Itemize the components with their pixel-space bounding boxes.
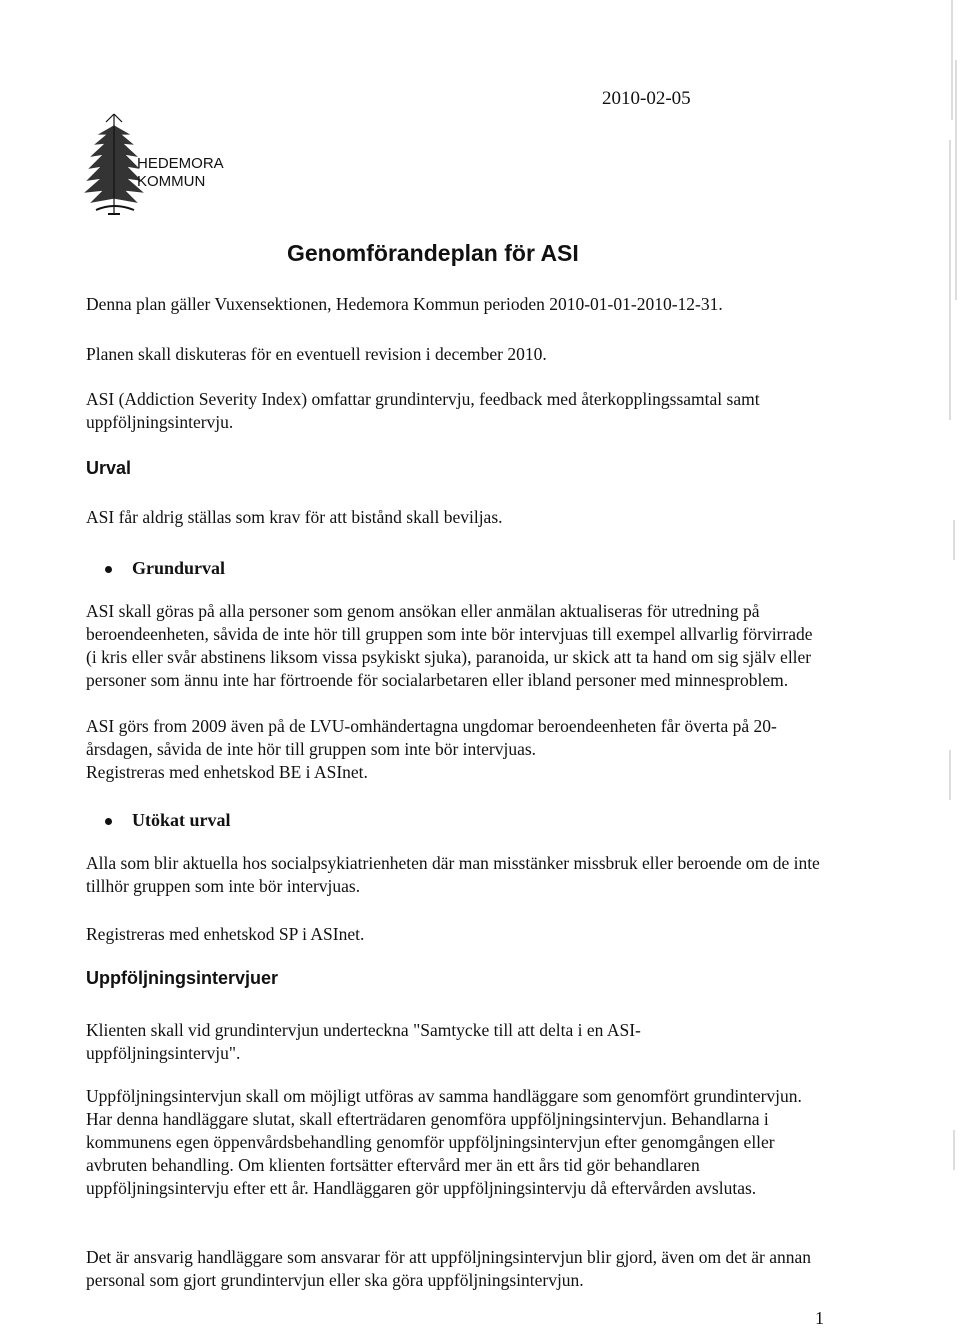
logo-line-1: HEDEMORA [137, 155, 224, 172]
page-title: Genomförandeplan för ASI [287, 240, 579, 266]
grundurval-paragraph-2: ASI görs from 2009 även på de LVU-omhändertagna ungdomar beroendeenheten får överta på 20-årsdagen, såvida de inte hör till gruppen som inte bör intervjuas. [86, 716, 777, 759]
grundurval-paragraph-1: ASI skall göras på alla personer som genom ansökan eller anmälan aktualiseras för utredning på beroendeenheten, såvida de inte hör till gruppen som inte bör intervjuas till exempel allvarlig förvirrade (i kris eller svår abstinens liksom vissa psykiskt sjuka), paranoida, ur skick att ta hand om sig själv eller personer som ännu inte har förtroende för socialarbetaren eller ibland personer med minnesproblem. [86, 601, 813, 690]
intro-paragraph-2: Planen skall diskuteras för en eventuell revision i december 2010. [86, 344, 547, 364]
bullet-dot-icon [105, 818, 112, 825]
uppfoljning-paragraph-1: Klienten skall vid grundintervjun underteckna "Samtycke till att delta i en ASI-uppföljningsintervju". [86, 1020, 641, 1063]
logo-text [137, 155, 224, 191]
subheading-utokat-urval: Utökat urval [132, 810, 231, 830]
document-date: 2010-02-05 [602, 88, 691, 109]
section-heading-urval: Urval [86, 458, 132, 478]
scan-edge-marks [920, 0, 960, 1340]
intro-paragraph-1: Denna plan gäller Vuxensektionen, Hedemora Kommun perioden 2010-01-01-2010-12-31. [86, 294, 723, 314]
uppfoljning-paragraph-3: Det är ansvarig handläggare som ansvarar för att uppföljningsintervjun blir gjord, även om det är annan personal som gjort grundintervjun eller ska göra uppföljningsintervjun. [86, 1247, 812, 1290]
grundurval-paragraph-3: Registreras med enhetskod BE i ASInet. [86, 762, 368, 782]
intro-paragraph-3: ASI (Addiction Severity Index) omfattar grundintervju, feedback med återkopplingssamtal samt uppföljningsintervju. [86, 389, 760, 432]
utokat-paragraph-2: Registreras med enhetskod SP i ASInet. [86, 924, 365, 944]
logo-line-2: KOMMUN [137, 173, 206, 190]
bullet-grundurval [105, 558, 225, 579]
urval-text: ASI får aldrig ställas som krav för att bistånd skall beviljas. [86, 507, 503, 527]
subheading-grundurval: Grundurval [132, 558, 226, 578]
bullet-dot-icon [105, 566, 112, 573]
uppfoljning-paragraph-2: Uppföljningsintervjun skall om möjligt utföras av samma handläggare som genomfört grundintervjun. Har denna handläggare slutat, skall efterträdaren genomföra uppföljningsintervjun. Behandlarna i kommunens egen öppenvårdsbehandling genomför uppföljningsintervjun efter genomgången eller avbruten behandling. Om klienten fortsätter eftervård mer än ett års tid gör behandlaren uppföljningsintervju efter ett år. Handläggaren gör uppföljningsintervju då eftervården avslutas. [86, 1086, 802, 1198]
section-heading-uppfoljningsintervjuer: Uppföljningsintervjuer [86, 968, 279, 988]
bullet-utokat-urval [105, 810, 231, 831]
page-number: 1 [815, 1308, 824, 1328]
utokat-paragraph-1: Alla som blir aktuella hos socialpsykiatrienheten där man misstänker missbruk eller beroende om de inte tillhör gruppen som inte bör intervjuas. [86, 853, 820, 896]
